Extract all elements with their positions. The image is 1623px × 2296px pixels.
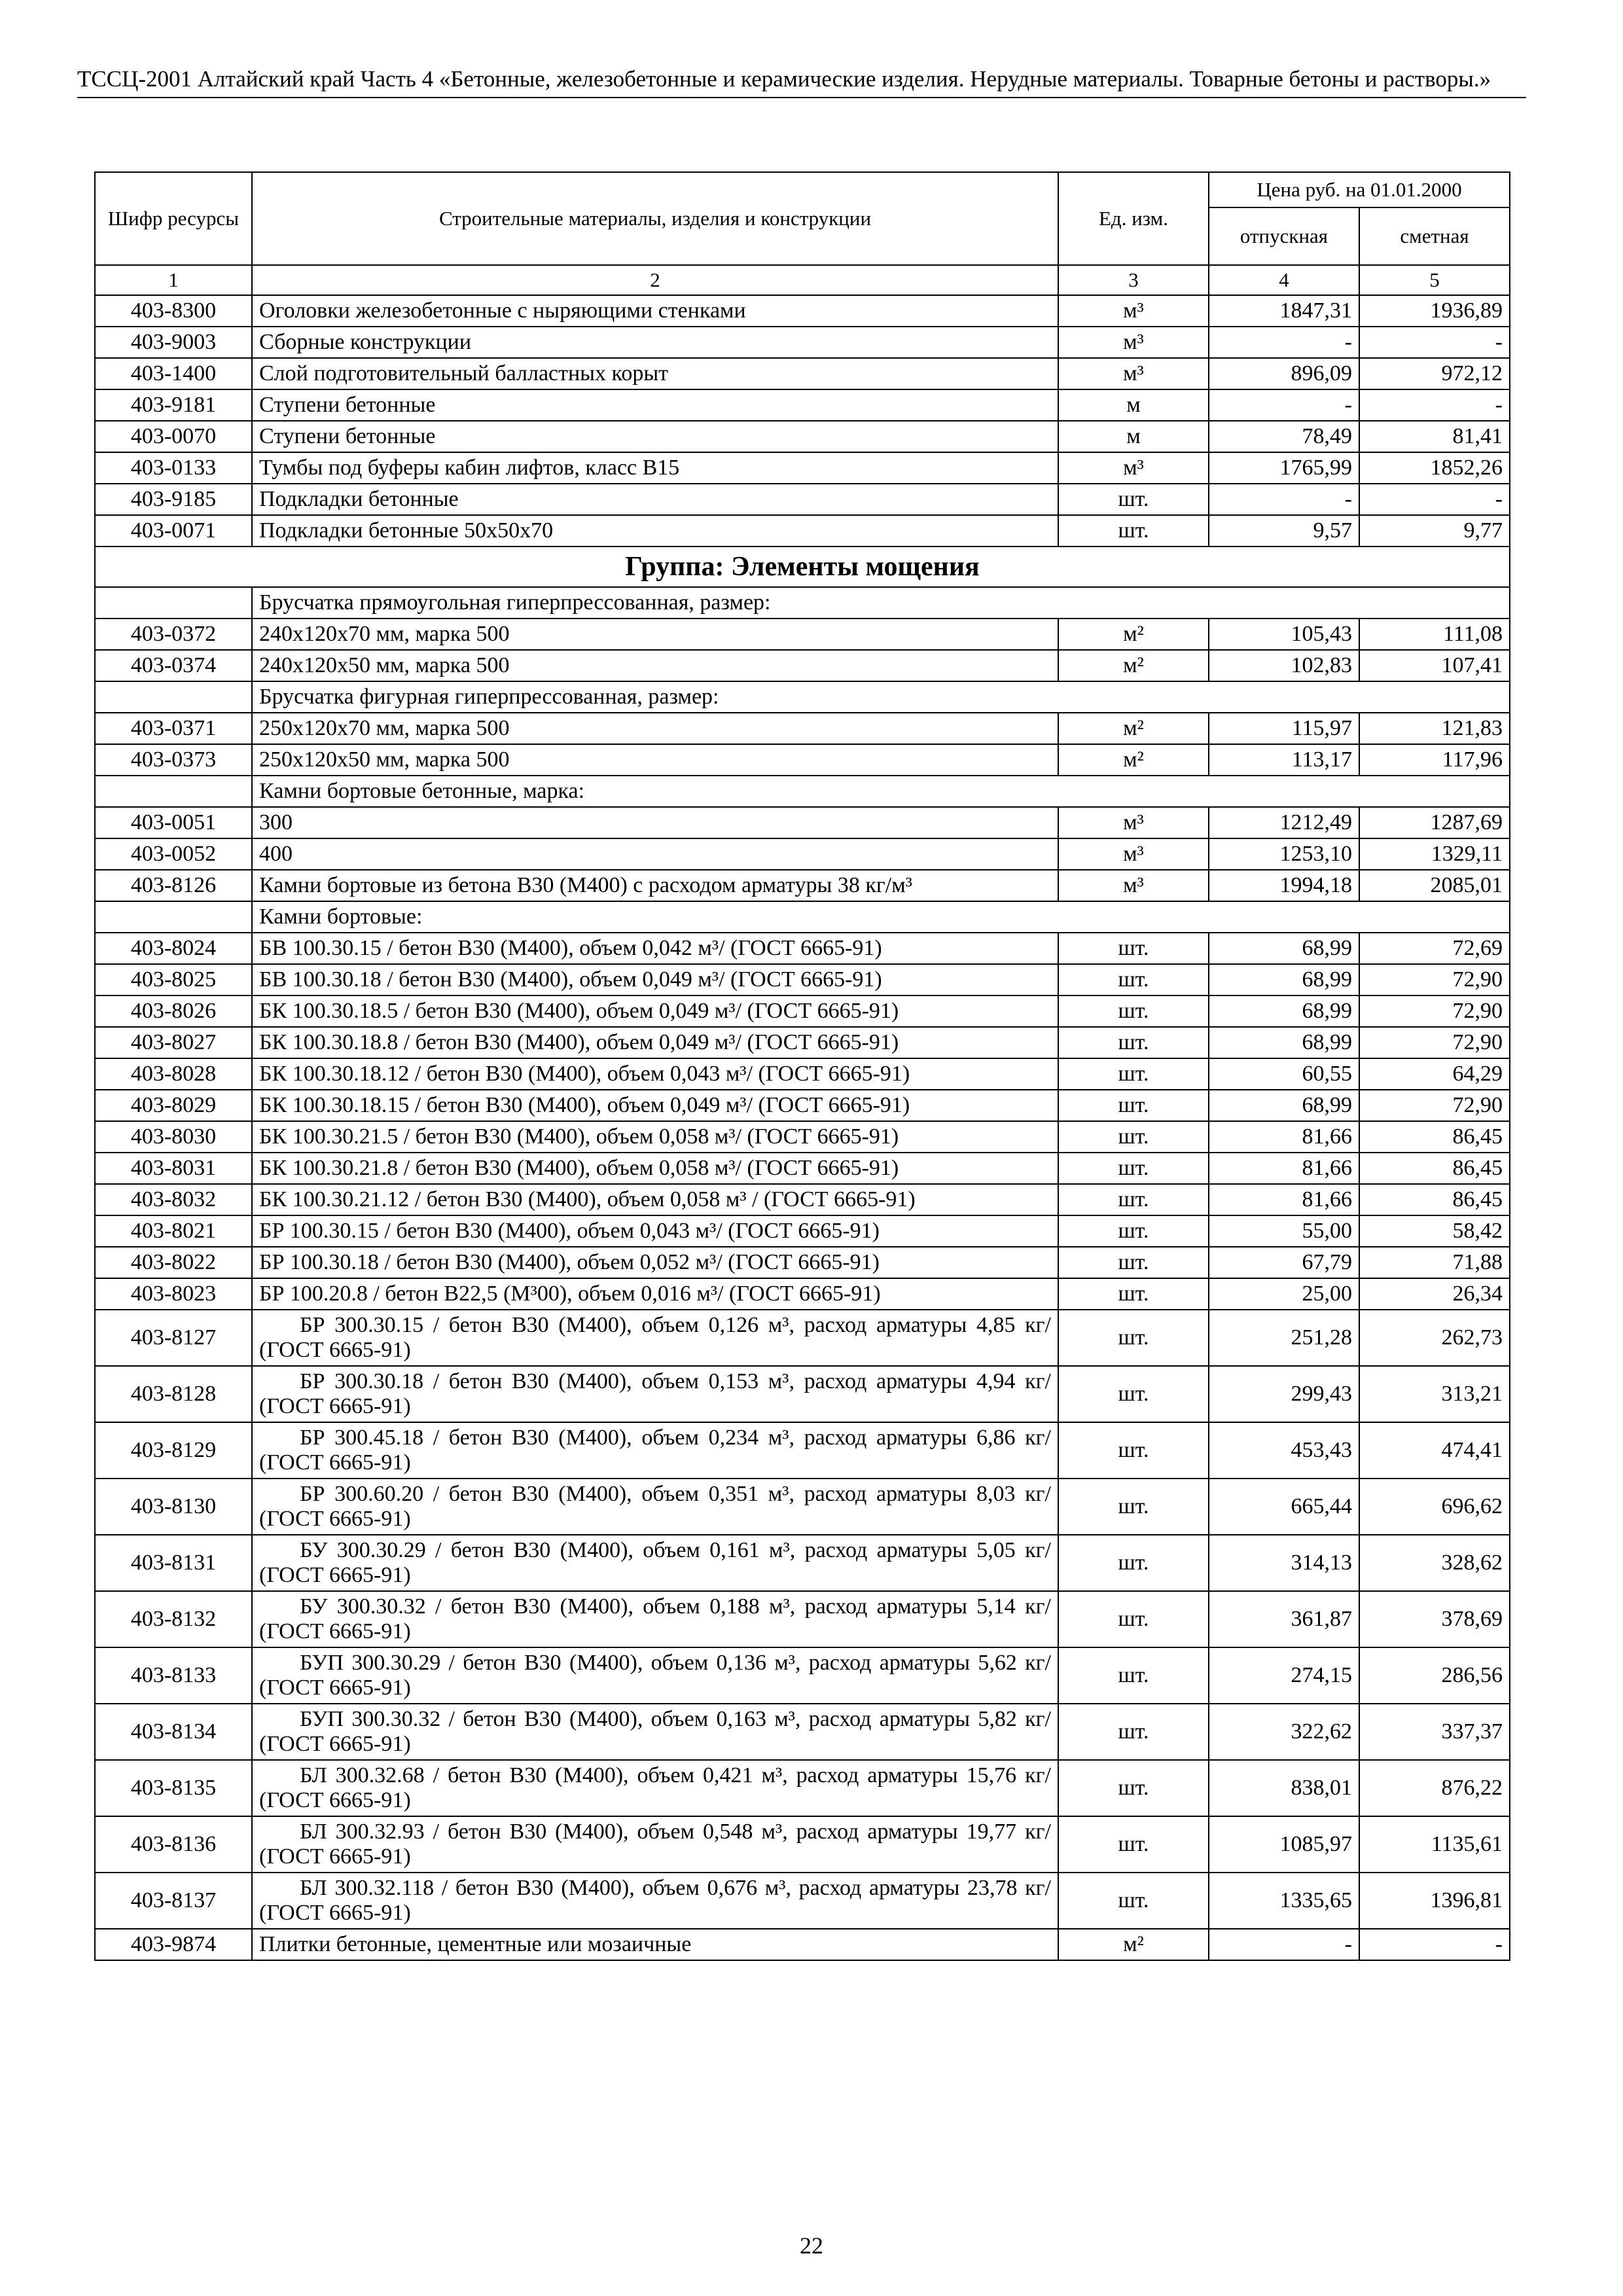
column-number: 2 [252, 265, 1058, 295]
row-estimate-price: 72,90 [1359, 1027, 1510, 1058]
table-row [95, 358, 1510, 389]
row-unit: шт. [1058, 1058, 1209, 1090]
row-release-price: 81,66 [1209, 1121, 1359, 1153]
row-unit: шт. [1058, 1278, 1209, 1310]
row-name [252, 1704, 1058, 1760]
header-title: ТССЦ-2001 Алтайский край Часть 4 «Бетонные, железобетонные и керамические изделия. Нерудные материалы. Товарные бетоны и растворы.» [77, 66, 1491, 92]
row-code: 403-8137 [95, 1873, 252, 1929]
row-unit: шт. [1058, 1247, 1209, 1278]
row-name-text: БР 300.45.18 / бетон В30 (М400), объем 0,234 м³, расход арматуры 6,86 кг/ (ГОСТ 6665-91) [259, 1426, 1051, 1475]
row-code: 403-9185 [95, 484, 252, 515]
row-code: 403-8026 [95, 996, 252, 1027]
row-name [252, 1535, 1058, 1591]
row-unit: м³ [1058, 452, 1209, 484]
table-row [95, 933, 1510, 964]
row-code: 403-0051 [95, 807, 252, 838]
row-unit: шт. [1058, 1215, 1209, 1247]
table-row [95, 650, 1510, 681]
row-unit: шт. [1058, 1121, 1209, 1153]
table-row [95, 484, 1510, 515]
row-name: БВ 100.30.15 / бетон В30 (М400), объем 0,042 м³/ (ГОСТ 6665-91) [252, 933, 1058, 964]
row-code: 403-8128 [95, 1366, 252, 1422]
row-code: 403-0070 [95, 421, 252, 452]
group-title: Группа: Элементы мощения [95, 547, 1510, 587]
row-unit: шт. [1058, 933, 1209, 964]
table-row [95, 1873, 1510, 1929]
row-release-price: 67,79 [1209, 1247, 1359, 1278]
row-release-price: 105,43 [1209, 619, 1359, 650]
row-release-price: 299,43 [1209, 1366, 1359, 1422]
row-name: БК 100.30.18.5 / бетон В30 (М400), объем 0,049 м³/ (ГОСТ 6665-91) [252, 996, 1058, 1027]
row-code: 403-8133 [95, 1647, 252, 1704]
table-row [95, 870, 1510, 901]
row-code: 403-8027 [95, 1027, 252, 1058]
row-code: 403-8025 [95, 964, 252, 996]
row-code: 403-0371 [95, 713, 252, 744]
row-name [252, 1479, 1058, 1535]
row-unit: шт. [1058, 964, 1209, 996]
row-estimate-price: 2085,01 [1359, 870, 1510, 901]
row-name [252, 1366, 1058, 1422]
curb-stone-rows [95, 933, 1510, 1310]
row-unit: шт. [1058, 484, 1209, 515]
row-name: 300 [252, 807, 1058, 838]
row-release-price: 115,97 [1209, 713, 1359, 744]
row-name [252, 1422, 1058, 1479]
row-unit: шт. [1058, 1535, 1209, 1591]
row-unit: шт. [1058, 1090, 1209, 1121]
column-number: 1 [95, 265, 252, 295]
row-release-price: 453,43 [1209, 1422, 1359, 1479]
row-name: БК 100.30.21.5 / бетон В30 (М400), объем 0,058 м³/ (ГОСТ 6665-91) [252, 1121, 1058, 1153]
row-unit: шт. [1058, 1184, 1209, 1215]
row-unit: м [1058, 389, 1209, 421]
row-name-text: БУП 300.30.32 / бетон В30 (М400), объем 0,163 м³, расход арматуры 5,82 кг/ (ГОСТ 6665-91) [259, 1707, 1051, 1756]
row-estimate-price: 696,62 [1359, 1479, 1510, 1535]
row-release-price: 68,99 [1209, 1090, 1359, 1121]
row-estimate-price: 1287,69 [1359, 807, 1510, 838]
row-estimate-price: 58,42 [1359, 1215, 1510, 1247]
row-code: 403-9874 [95, 1929, 252, 1960]
table-row [95, 1366, 1510, 1422]
row-estimate-price: 262,73 [1359, 1310, 1510, 1366]
row-code: 403-8131 [95, 1535, 252, 1591]
row-name: Тумбы под буферы кабин лифтов, класс В15 [252, 452, 1058, 484]
row-estimate-price: - [1359, 389, 1510, 421]
table-row [95, 1090, 1510, 1121]
row-code: 403-8136 [95, 1816, 252, 1873]
row-unit: шт. [1058, 1366, 1209, 1422]
row-unit: м³ [1058, 807, 1209, 838]
table-row [95, 838, 1510, 870]
row-name-text: БЛ 300.32.93 / бетон В30 (М400), объем 0,548 м³, расход арматуры 19,77 кг/ (ГОСТ 6665-91) [259, 1820, 1051, 1869]
row-name-text: БЛ 300.32.118 / бетон В30 (М400), объем 0,676 м³, расход арматуры 23,78 кг/ (ГОСТ 6665-91) [259, 1876, 1051, 1925]
section-row [95, 587, 1510, 619]
row-unit: м² [1058, 1929, 1209, 1960]
row-estimate-price: 328,62 [1359, 1535, 1510, 1591]
row-estimate-price: 72,90 [1359, 996, 1510, 1027]
row-name [252, 1873, 1058, 1929]
row-name: Подкладки бетонные [252, 484, 1058, 515]
row-release-price: 1212,49 [1209, 807, 1359, 838]
col-header-estimate: сметная [1359, 207, 1510, 265]
row-name-text: БУ 300.30.32 / бетон В30 (М400), объем 0,188 м³, расход арматуры 5,14 кг/ (ГОСТ 6665-91) [259, 1594, 1051, 1643]
row-unit: м² [1058, 619, 1209, 650]
row-release-price: - [1209, 327, 1359, 358]
row-name-text: БР 300.30.18 / бетон В30 (М400), объем 0,153 м³, расход арматуры 4,94 кг/ (ГОСТ 6665-91) [259, 1369, 1051, 1418]
section-row [95, 901, 1510, 933]
section-code-empty [95, 681, 252, 713]
table-row [95, 619, 1510, 650]
row-estimate-price: 71,88 [1359, 1247, 1510, 1278]
row-release-price: 55,00 [1209, 1215, 1359, 1247]
row-estimate-price: 86,45 [1359, 1121, 1510, 1153]
row-estimate-price: 474,41 [1359, 1422, 1510, 1479]
row-release-price: 68,99 [1209, 996, 1359, 1027]
table-row [95, 1535, 1510, 1591]
table-row [95, 713, 1510, 744]
row-name-text: БР 300.30.15 / бетон В30 (М400), объем 0,126 м³, расход арматуры 4,85 кг/ (ГОСТ 6665-91) [259, 1313, 1051, 1362]
row-name: 250х120х50 мм, марка 500 [252, 744, 1058, 776]
row-release-price: 1847,31 [1209, 295, 1359, 327]
row-release-price: 9,57 [1209, 515, 1359, 547]
row-release-price: 78,49 [1209, 421, 1359, 452]
row-estimate-price: 337,37 [1359, 1704, 1510, 1760]
row-name: БР 100.30.18 / бетон В30 (М400), объем 0,052 м³/ (ГОСТ 6665-91) [252, 1247, 1058, 1278]
row-unit: шт. [1058, 1153, 1209, 1184]
section-code-empty [95, 776, 252, 807]
row-unit: шт. [1058, 1479, 1209, 1535]
row-unit: м³ [1058, 838, 1209, 870]
row-release-price: 81,66 [1209, 1153, 1359, 1184]
column-numbers-row [95, 265, 1510, 295]
row-name-text: БУП 300.30.29 / бетон В30 (М400), объем 0,136 м³, расход арматуры 5,62 кг/ (ГОСТ 6665-91) [259, 1651, 1051, 1700]
row-code: 403-8132 [95, 1591, 252, 1647]
row-release-price: 1335,65 [1209, 1873, 1359, 1929]
row-code: 403-8130 [95, 1479, 252, 1535]
row-code: 403-0372 [95, 619, 252, 650]
table-row [95, 996, 1510, 1027]
row-name: БР 100.30.15 / бетон В30 (М400), объем 0,043 м³/ (ГОСТ 6665-91) [252, 1215, 1058, 1247]
row-unit: м³ [1058, 358, 1209, 389]
row-estimate-price: 86,45 [1359, 1184, 1510, 1215]
row-name: 240х120х50 мм, марка 500 [252, 650, 1058, 681]
row-name: БК 100.30.21.8 / бетон В30 (М400), объем 0,058 м³/ (ГОСТ 6665-91) [252, 1153, 1058, 1184]
table-row [95, 964, 1510, 996]
table-row [95, 1027, 1510, 1058]
row-name [252, 1591, 1058, 1647]
row-name: БК 100.30.18.8 / бетон В30 (М400), объем 0,049 м³/ (ГОСТ 6665-91) [252, 1027, 1058, 1058]
row-name: 250х120х70 мм, марка 500 [252, 713, 1058, 744]
row-unit: м² [1058, 744, 1209, 776]
col-header-name: Строительные материалы, изделия и конструкции [252, 172, 1058, 265]
row-name: Оголовки железобетонные с ныряющими стенками [252, 295, 1058, 327]
row-release-price: 665,44 [1209, 1479, 1359, 1535]
row-name-text: БЛ 300.32.68 / бетон В30 (М400), объем 0,421 м³, расход арматуры 15,76 кг/ (ГОСТ 6665-91) [259, 1763, 1051, 1812]
row-name [252, 1816, 1058, 1873]
table-row [95, 1153, 1510, 1184]
row-release-price: 81,66 [1209, 1184, 1359, 1215]
section-title: Брусчатка фигурная гиперпрессованная, размер: [252, 681, 1510, 713]
row-estimate-price: - [1359, 1929, 1510, 1960]
row-release-price: - [1209, 389, 1359, 421]
row-estimate-price: 64,29 [1359, 1058, 1510, 1090]
row-code: 403-8028 [95, 1058, 252, 1090]
row-code: 403-8032 [95, 1184, 252, 1215]
row-release-price: 896,09 [1209, 358, 1359, 389]
row-release-price: 25,00 [1209, 1278, 1359, 1310]
table-header [95, 172, 1510, 295]
row-unit: м² [1058, 650, 1209, 681]
page-number: 22 [800, 2233, 823, 2259]
row-name-text: БУ 300.30.29 / бетон В30 (М400), объем 0,161 м³, расход арматуры 5,05 кг/ (ГОСТ 6665-91) [259, 1538, 1051, 1587]
row-name: 240х120х70 мм, марка 500 [252, 619, 1058, 650]
row-estimate-price: 972,12 [1359, 358, 1510, 389]
rows-bottom [95, 1929, 1510, 1960]
table-row [95, 744, 1510, 776]
col-header-code: Шифр ресурсы [95, 172, 252, 265]
row-unit: шт. [1058, 1422, 1209, 1479]
table-row [95, 295, 1510, 327]
column-number: 5 [1359, 265, 1510, 295]
row-code: 403-0374 [95, 650, 252, 681]
section-title: Брусчатка прямоугольная гиперпрессованная, размер: [252, 587, 1510, 619]
row-release-price: 322,62 [1209, 1704, 1359, 1760]
row-unit: шт. [1058, 1704, 1209, 1760]
table-row [95, 1422, 1510, 1479]
row-code: 403-8127 [95, 1310, 252, 1366]
table-row [95, 327, 1510, 358]
row-code: 403-0071 [95, 515, 252, 547]
row-unit: шт. [1058, 1647, 1209, 1704]
row-code: 403-8126 [95, 870, 252, 901]
col-header-unit: Ед. изм. [1058, 172, 1209, 265]
row-code: 403-0133 [95, 452, 252, 484]
row-name: БР 100.20.8 / бетон В22,5 (М³00), объем 0,016 м³/ (ГОСТ 6665-91) [252, 1278, 1058, 1310]
row-name: БВ 100.30.18 / бетон В30 (М400), объем 0,049 м³/ (ГОСТ 6665-91) [252, 964, 1058, 996]
row-release-price: 68,99 [1209, 1027, 1359, 1058]
row-code: 403-8135 [95, 1760, 252, 1816]
row-estimate-price: 117,96 [1359, 744, 1510, 776]
row-name: Подкладки бетонные 50х50х70 [252, 515, 1058, 547]
table-row [95, 1760, 1510, 1816]
row-code: 403-8031 [95, 1153, 252, 1184]
row-release-price: - [1209, 1929, 1359, 1960]
row-estimate-price: 876,22 [1359, 1760, 1510, 1816]
table-row [95, 452, 1510, 484]
row-estimate-price: 1936,89 [1359, 295, 1510, 327]
table-row [95, 389, 1510, 421]
row-estimate-price: 378,69 [1359, 1591, 1510, 1647]
row-estimate-price: 26,34 [1359, 1278, 1510, 1310]
row-estimate-price: 1852,26 [1359, 452, 1510, 484]
row-release-price: 102,83 [1209, 650, 1359, 681]
row-estimate-price: 121,83 [1359, 713, 1510, 744]
section-code-empty [95, 587, 252, 619]
curb-stone-rows-wrap [95, 1310, 1510, 1929]
table-row [95, 1121, 1510, 1153]
row-unit: шт. [1058, 1873, 1209, 1929]
row-code: 403-8300 [95, 295, 252, 327]
row-release-price: 68,99 [1209, 933, 1359, 964]
row-estimate-price: 107,41 [1359, 650, 1510, 681]
price-table [94, 171, 1510, 1961]
row-name: 400 [252, 838, 1058, 870]
row-code: 403-8134 [95, 1704, 252, 1760]
row-unit: м³ [1058, 295, 1209, 327]
table-row [95, 1278, 1510, 1310]
table-row [95, 1058, 1510, 1090]
row-release-price: 1085,97 [1209, 1816, 1359, 1873]
table-row [95, 515, 1510, 547]
section-code-empty [95, 901, 252, 933]
row-estimate-price: 72,69 [1359, 933, 1510, 964]
table-row [95, 1929, 1510, 1960]
row-name: БК 100.30.21.12 / бетон В30 (М400), объем 0,058 м³ / (ГОСТ 6665-91) [252, 1184, 1058, 1215]
row-code: 403-8023 [95, 1278, 252, 1310]
row-code: 403-8129 [95, 1422, 252, 1479]
row-code: 403-8029 [95, 1090, 252, 1121]
row-unit: шт. [1058, 1027, 1209, 1058]
row-release-price: 838,01 [1209, 1760, 1359, 1816]
table-row [95, 1479, 1510, 1535]
row-estimate-price: 86,45 [1359, 1153, 1510, 1184]
table-row [95, 1215, 1510, 1247]
row-code: 403-9181 [95, 389, 252, 421]
row-code: 403-0373 [95, 744, 252, 776]
row-unit: м³ [1058, 327, 1209, 358]
document-header [77, 65, 1526, 98]
row-code: 403-8024 [95, 933, 252, 964]
col-header-price: Цена руб. на 01.01.2000 [1209, 172, 1510, 207]
row-unit: шт. [1058, 1760, 1209, 1816]
row-code: 403-8021 [95, 1215, 252, 1247]
column-number: 4 [1209, 265, 1359, 295]
row-release-price: 1253,10 [1209, 838, 1359, 870]
row-code: 403-1400 [95, 358, 252, 389]
row-unit: шт. [1058, 996, 1209, 1027]
row-release-price: - [1209, 484, 1359, 515]
row-estimate-price: 72,90 [1359, 1090, 1510, 1121]
row-release-price: 1765,99 [1209, 452, 1359, 484]
table-row [95, 421, 1510, 452]
row-estimate-price: 286,56 [1359, 1647, 1510, 1704]
row-name [252, 1310, 1058, 1366]
row-name-text: БР 300.60.20 / бетон В30 (М400), объем 0,351 м³, расход арматуры 8,03 кг/ (ГОСТ 6665-91) [259, 1482, 1051, 1531]
row-name: Плитки бетонные, цементные или мозаичные [252, 1929, 1058, 1960]
row-name [252, 1647, 1058, 1704]
row-code: 403-9003 [95, 327, 252, 358]
row-estimate-price: 1329,11 [1359, 838, 1510, 870]
row-unit: м [1058, 421, 1209, 452]
row-name: БК 100.30.18.15 / бетон В30 (М400), объем 0,049 м³/ (ГОСТ 6665-91) [252, 1090, 1058, 1121]
row-estimate-price: 81,41 [1359, 421, 1510, 452]
section-title: Камни бортовые бетонные, марка: [252, 776, 1510, 807]
section-title: Камни бортовые: [252, 901, 1510, 933]
row-estimate-price: 9,77 [1359, 515, 1510, 547]
row-estimate-price: 111,08 [1359, 619, 1510, 650]
row-release-price: 251,28 [1209, 1310, 1359, 1366]
col-header-release: отпускная [1209, 207, 1359, 265]
table-row [95, 807, 1510, 838]
row-code: 403-8022 [95, 1247, 252, 1278]
row-unit: м² [1058, 713, 1209, 744]
row-name: Камни бортовые из бетона В30 (М400) с расходом арматуры 38 кг/м³ [252, 870, 1058, 901]
row-code: 403-0052 [95, 838, 252, 870]
table-row [95, 1247, 1510, 1278]
row-estimate-price: - [1359, 327, 1510, 358]
row-estimate-price: 72,90 [1359, 964, 1510, 996]
row-estimate-price: 313,21 [1359, 1366, 1510, 1422]
table-row [95, 1816, 1510, 1873]
row-name: Ступени бетонные [252, 389, 1058, 421]
table-row [95, 1184, 1510, 1215]
row-release-price: 60,55 [1209, 1058, 1359, 1090]
table-row [95, 1704, 1510, 1760]
row-release-price: 68,99 [1209, 964, 1359, 996]
row-unit: шт. [1058, 1310, 1209, 1366]
row-release-price: 1994,18 [1209, 870, 1359, 901]
rows-top [95, 295, 1510, 933]
row-name [252, 1760, 1058, 1816]
row-estimate-price: - [1359, 484, 1510, 515]
row-unit: шт. [1058, 1591, 1209, 1647]
section-row [95, 776, 1510, 807]
row-unit: м³ [1058, 870, 1209, 901]
row-name: Слой подготовительный балластных корыт [252, 358, 1058, 389]
row-code: 403-8030 [95, 1121, 252, 1153]
row-estimate-price: 1396,81 [1359, 1873, 1510, 1929]
row-release-price: 361,87 [1209, 1591, 1359, 1647]
row-release-price: 274,15 [1209, 1647, 1359, 1704]
row-name: Сборные конструкции [252, 327, 1058, 358]
row-estimate-price: 1135,61 [1359, 1816, 1510, 1873]
row-name: БК 100.30.18.12 / бетон В30 (М400), объем 0,043 м³/ (ГОСТ 6665-91) [252, 1058, 1058, 1090]
section-row [95, 681, 1510, 713]
row-unit: шт. [1058, 1816, 1209, 1873]
column-number: 3 [1058, 265, 1209, 295]
table-row [95, 1591, 1510, 1647]
row-name: Ступени бетонные [252, 421, 1058, 452]
row-release-price: 314,13 [1209, 1535, 1359, 1591]
row-unit: шт. [1058, 515, 1209, 547]
group-row [95, 547, 1510, 587]
table-row [95, 1647, 1510, 1704]
table-row [95, 1310, 1510, 1366]
row-release-price: 113,17 [1209, 744, 1359, 776]
